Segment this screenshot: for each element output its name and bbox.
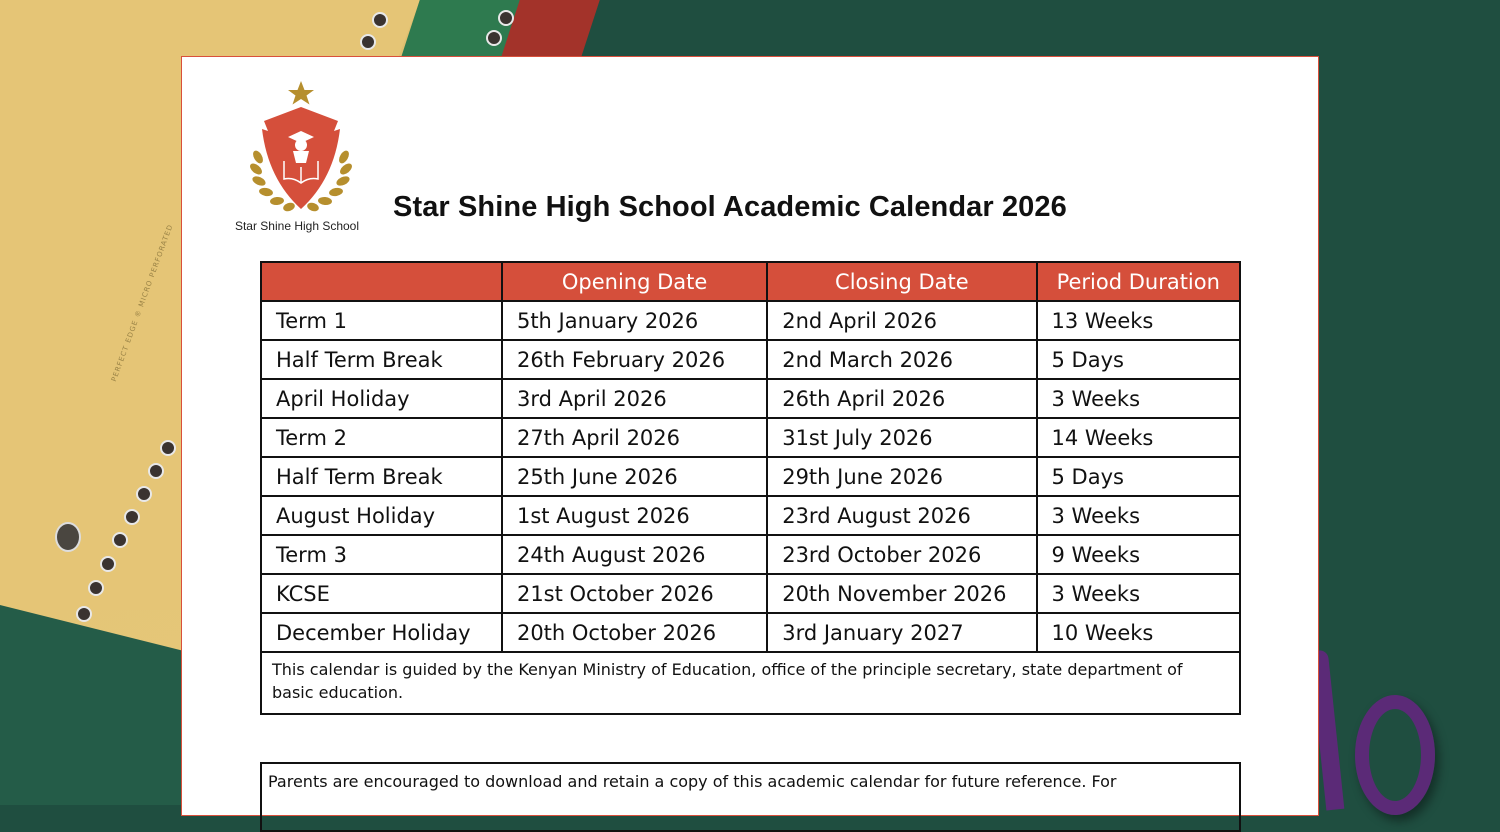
- scissors-handle: [1355, 695, 1435, 815]
- cell-period: August Holiday: [261, 496, 502, 535]
- column-header-closing-date: Closing Date: [767, 262, 1036, 301]
- cell-closing-date: 29th June 2026: [767, 457, 1036, 496]
- cell-period: December Holiday: [261, 613, 502, 652]
- cell-opening-date: 3rd April 2026: [502, 379, 767, 418]
- cell-closing-date: 26th April 2026: [767, 379, 1036, 418]
- spiral-ring: [160, 440, 176, 456]
- cell-duration: 5 Days: [1037, 340, 1241, 379]
- notebook-edge-print: PERFECT EDGE ® MICRO PERFORATED: [110, 223, 175, 383]
- cell-period: Term 1: [261, 301, 502, 340]
- table-row: [261, 418, 1240, 457]
- school-crest-icon: [246, 79, 356, 214]
- table-row: [261, 340, 1240, 379]
- table-row: [261, 574, 1240, 613]
- cell-closing-date: 23rd August 2026: [767, 496, 1036, 535]
- cell-opening-date: 1st August 2026: [502, 496, 767, 535]
- cell-duration: 3 Weeks: [1037, 574, 1241, 613]
- cell-period: Term 3: [261, 535, 502, 574]
- cell-duration: 9 Weeks: [1037, 535, 1241, 574]
- cell-closing-date: 20th November 2026: [767, 574, 1036, 613]
- page-title: Star Shine High School Academic Calendar 2026: [393, 191, 1067, 223]
- spiral-ring: [76, 606, 92, 622]
- cell-opening-date: 21st October 2026: [502, 574, 767, 613]
- table-footnote-row: [261, 652, 1240, 714]
- cell-period: Term 2: [261, 418, 502, 457]
- column-header-period-duration: Period Duration: [1037, 262, 1241, 301]
- spiral-ring: [372, 12, 388, 28]
- cell-opening-date: 20th October 2026: [502, 613, 767, 652]
- cell-period: KCSE: [261, 574, 502, 613]
- cell-duration: 13 Weeks: [1037, 301, 1241, 340]
- spiral-ring: [360, 34, 376, 50]
- cell-duration: 14 Weeks: [1037, 418, 1241, 457]
- column-header-period: [261, 262, 502, 301]
- table-footnote: This calendar is guided by the Kenyan Ministry of Education, office of the principle secretary, state department of basic education.: [261, 652, 1240, 714]
- calendar-page: [181, 56, 1319, 816]
- table-header-row: [261, 262, 1240, 301]
- academic-calendar-table: [260, 261, 1241, 715]
- cell-period: Half Term Break: [261, 340, 502, 379]
- spiral-ring: [124, 509, 140, 525]
- star-icon: [288, 81, 314, 105]
- cell-duration: 3 Weeks: [1037, 379, 1241, 418]
- cell-duration: 10 Weeks: [1037, 613, 1241, 652]
- table-row: [261, 457, 1240, 496]
- cell-closing-date: 2nd March 2026: [767, 340, 1036, 379]
- spiral-ring: [148, 463, 164, 479]
- notebook-hole: [55, 522, 81, 552]
- spiral-ring: [136, 486, 152, 502]
- school-logo: [226, 79, 376, 239]
- spiral-ring: [100, 556, 116, 572]
- table-row: [261, 613, 1240, 652]
- cell-closing-date: 23rd October 2026: [767, 535, 1036, 574]
- column-header-opening-date: Opening Date: [502, 262, 767, 301]
- spiral-ring: [486, 30, 502, 46]
- spiral-ring: [112, 532, 128, 548]
- cell-duration: 5 Days: [1037, 457, 1241, 496]
- cell-closing-date: 31st July 2026: [767, 418, 1036, 457]
- spiral-ring: [498, 10, 514, 26]
- cell-duration: 3 Weeks: [1037, 496, 1241, 535]
- cell-opening-date: 27th April 2026: [502, 418, 767, 457]
- table-row: [261, 301, 1240, 340]
- cell-period: April Holiday: [261, 379, 502, 418]
- table-row: [261, 496, 1240, 535]
- table-row: [261, 535, 1240, 574]
- cell-opening-date: 24th August 2026: [502, 535, 767, 574]
- cell-closing-date: 3rd January 2027: [767, 613, 1036, 652]
- cell-opening-date: 26th February 2026: [502, 340, 767, 379]
- table-row: [261, 379, 1240, 418]
- parents-notice: Parents are encouraged to download and retain a copy of this academic calendar for future reference. For: [260, 762, 1241, 832]
- logo-caption: Star Shine High School: [234, 219, 360, 233]
- cell-period: Half Term Break: [261, 457, 502, 496]
- cell-opening-date: 25th June 2026: [502, 457, 767, 496]
- cell-opening-date: 5th January 2026: [502, 301, 767, 340]
- cell-closing-date: 2nd April 2026: [767, 301, 1036, 340]
- spiral-ring: [88, 580, 104, 596]
